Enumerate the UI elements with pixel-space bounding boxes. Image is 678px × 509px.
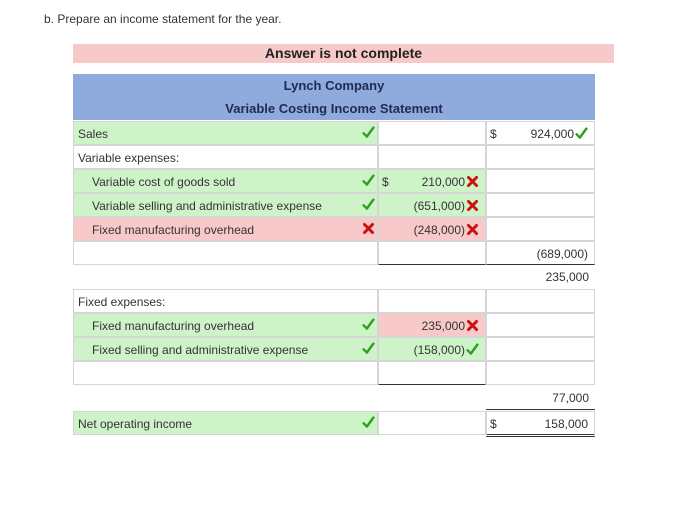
total-variable-value: (689,000) (536, 247, 588, 261)
contribution-margin-value (486, 265, 595, 289)
empty-cell (486, 313, 595, 337)
variable-sga-dropdown[interactable] (73, 193, 378, 217)
variable-cogs-amount: 210,000 (421, 175, 465, 189)
empty-cell (486, 169, 595, 193)
contribution-margin-amount: 235,000 (545, 270, 589, 284)
net-operating-income-value: 158,000 (544, 417, 588, 431)
fixed-sga-amount: (158,000) (413, 343, 465, 357)
variable-cogs-dropdown[interactable] (73, 169, 378, 193)
fixed-sga-label: Fixed selling and administrative expense (92, 343, 309, 357)
sales-label: Sales (78, 127, 109, 141)
fixed-mfg-overhead-wrong-label: Fixed manufacturing overhead (92, 223, 255, 237)
empty-cell (486, 193, 595, 217)
variable-sga-label: Variable selling and administrative expense (92, 199, 322, 213)
check-icon (575, 127, 588, 140)
dollar-sign: $ (382, 175, 389, 189)
instruction-text: b. Prepare an income statement for the year. (44, 12, 282, 26)
sales-amount-input-col1[interactable] (378, 121, 486, 145)
contribution-margin-label (73, 265, 378, 289)
empty-cell (486, 145, 595, 169)
check-icon (362, 198, 375, 211)
total-variable-label-dropdown[interactable] (73, 241, 378, 265)
x-icon (466, 319, 479, 332)
empty-cell (486, 289, 595, 313)
check-icon (362, 416, 375, 429)
sales-amount-input[interactable] (486, 121, 595, 145)
empty-cell (486, 361, 595, 385)
total-fixed-value (486, 386, 595, 410)
fixed-expenses-heading (73, 289, 378, 313)
empty-cell (486, 217, 595, 241)
check-icon (362, 342, 375, 355)
fixed-sga-dropdown[interactable] (73, 337, 378, 361)
dollar-sign: $ (490, 417, 497, 431)
fixed-mfg-overhead-wrong-amount: (248,000) (413, 223, 465, 237)
sales-value: 924,000 (530, 127, 574, 141)
check-icon (362, 174, 375, 187)
net-operating-income-input[interactable] (486, 411, 595, 437)
variable-expenses-label: Variable expenses: (78, 151, 180, 165)
variable-expenses-heading (73, 145, 378, 169)
dollar-sign: $ (490, 127, 497, 141)
net-operating-income-col1-input[interactable] (378, 411, 486, 435)
fixed-mfg-overhead-wrong-dropdown[interactable] (73, 217, 378, 241)
fixed-mfg-overhead-amount: 235,000 (421, 319, 465, 333)
sales-label-dropdown[interactable] (73, 121, 378, 145)
fixed-mfg-overhead-wrong-amount-input[interactable] (378, 217, 486, 241)
x-icon (466, 223, 479, 236)
statement-title: Variable Costing Income Statement (73, 97, 595, 120)
answer-status-banner: Answer is not complete (73, 44, 614, 63)
variable-sga-amount: (651,000) (413, 199, 465, 213)
variable-cogs-label: Variable cost of goods sold (92, 175, 236, 189)
fixed-mfg-overhead-label: Fixed manufacturing overhead (92, 319, 255, 333)
company-name: Lynch Company (73, 74, 595, 97)
variable-sga-amount-input[interactable] (378, 193, 486, 217)
x-icon (362, 222, 375, 235)
empty-cell (378, 145, 486, 169)
empty-cell (486, 337, 595, 361)
fixed-mfg-overhead-amount-input[interactable] (378, 313, 486, 337)
total-fixed-col1-input[interactable] (378, 361, 486, 385)
net-operating-income-label: Net operating income (78, 417, 193, 431)
x-icon (466, 199, 479, 212)
empty-cell (378, 289, 486, 313)
fixed-mfg-overhead-dropdown[interactable] (73, 313, 378, 337)
fixed-expenses-label: Fixed expenses: (78, 295, 166, 309)
fixed-sga-amount-input[interactable] (378, 337, 486, 361)
net-operating-income-dropdown[interactable] (73, 411, 378, 435)
variable-cogs-amount-input[interactable] (378, 169, 486, 193)
check-icon (362, 318, 375, 331)
total-variable-col1-input[interactable] (378, 241, 486, 265)
x-icon (466, 175, 479, 188)
total-variable-input[interactable] (486, 241, 595, 265)
total-fixed-label-dropdown[interactable] (73, 361, 378, 385)
total-fixed-amount: 77,000 (552, 391, 589, 405)
check-icon (362, 126, 375, 139)
check-icon (466, 343, 479, 356)
